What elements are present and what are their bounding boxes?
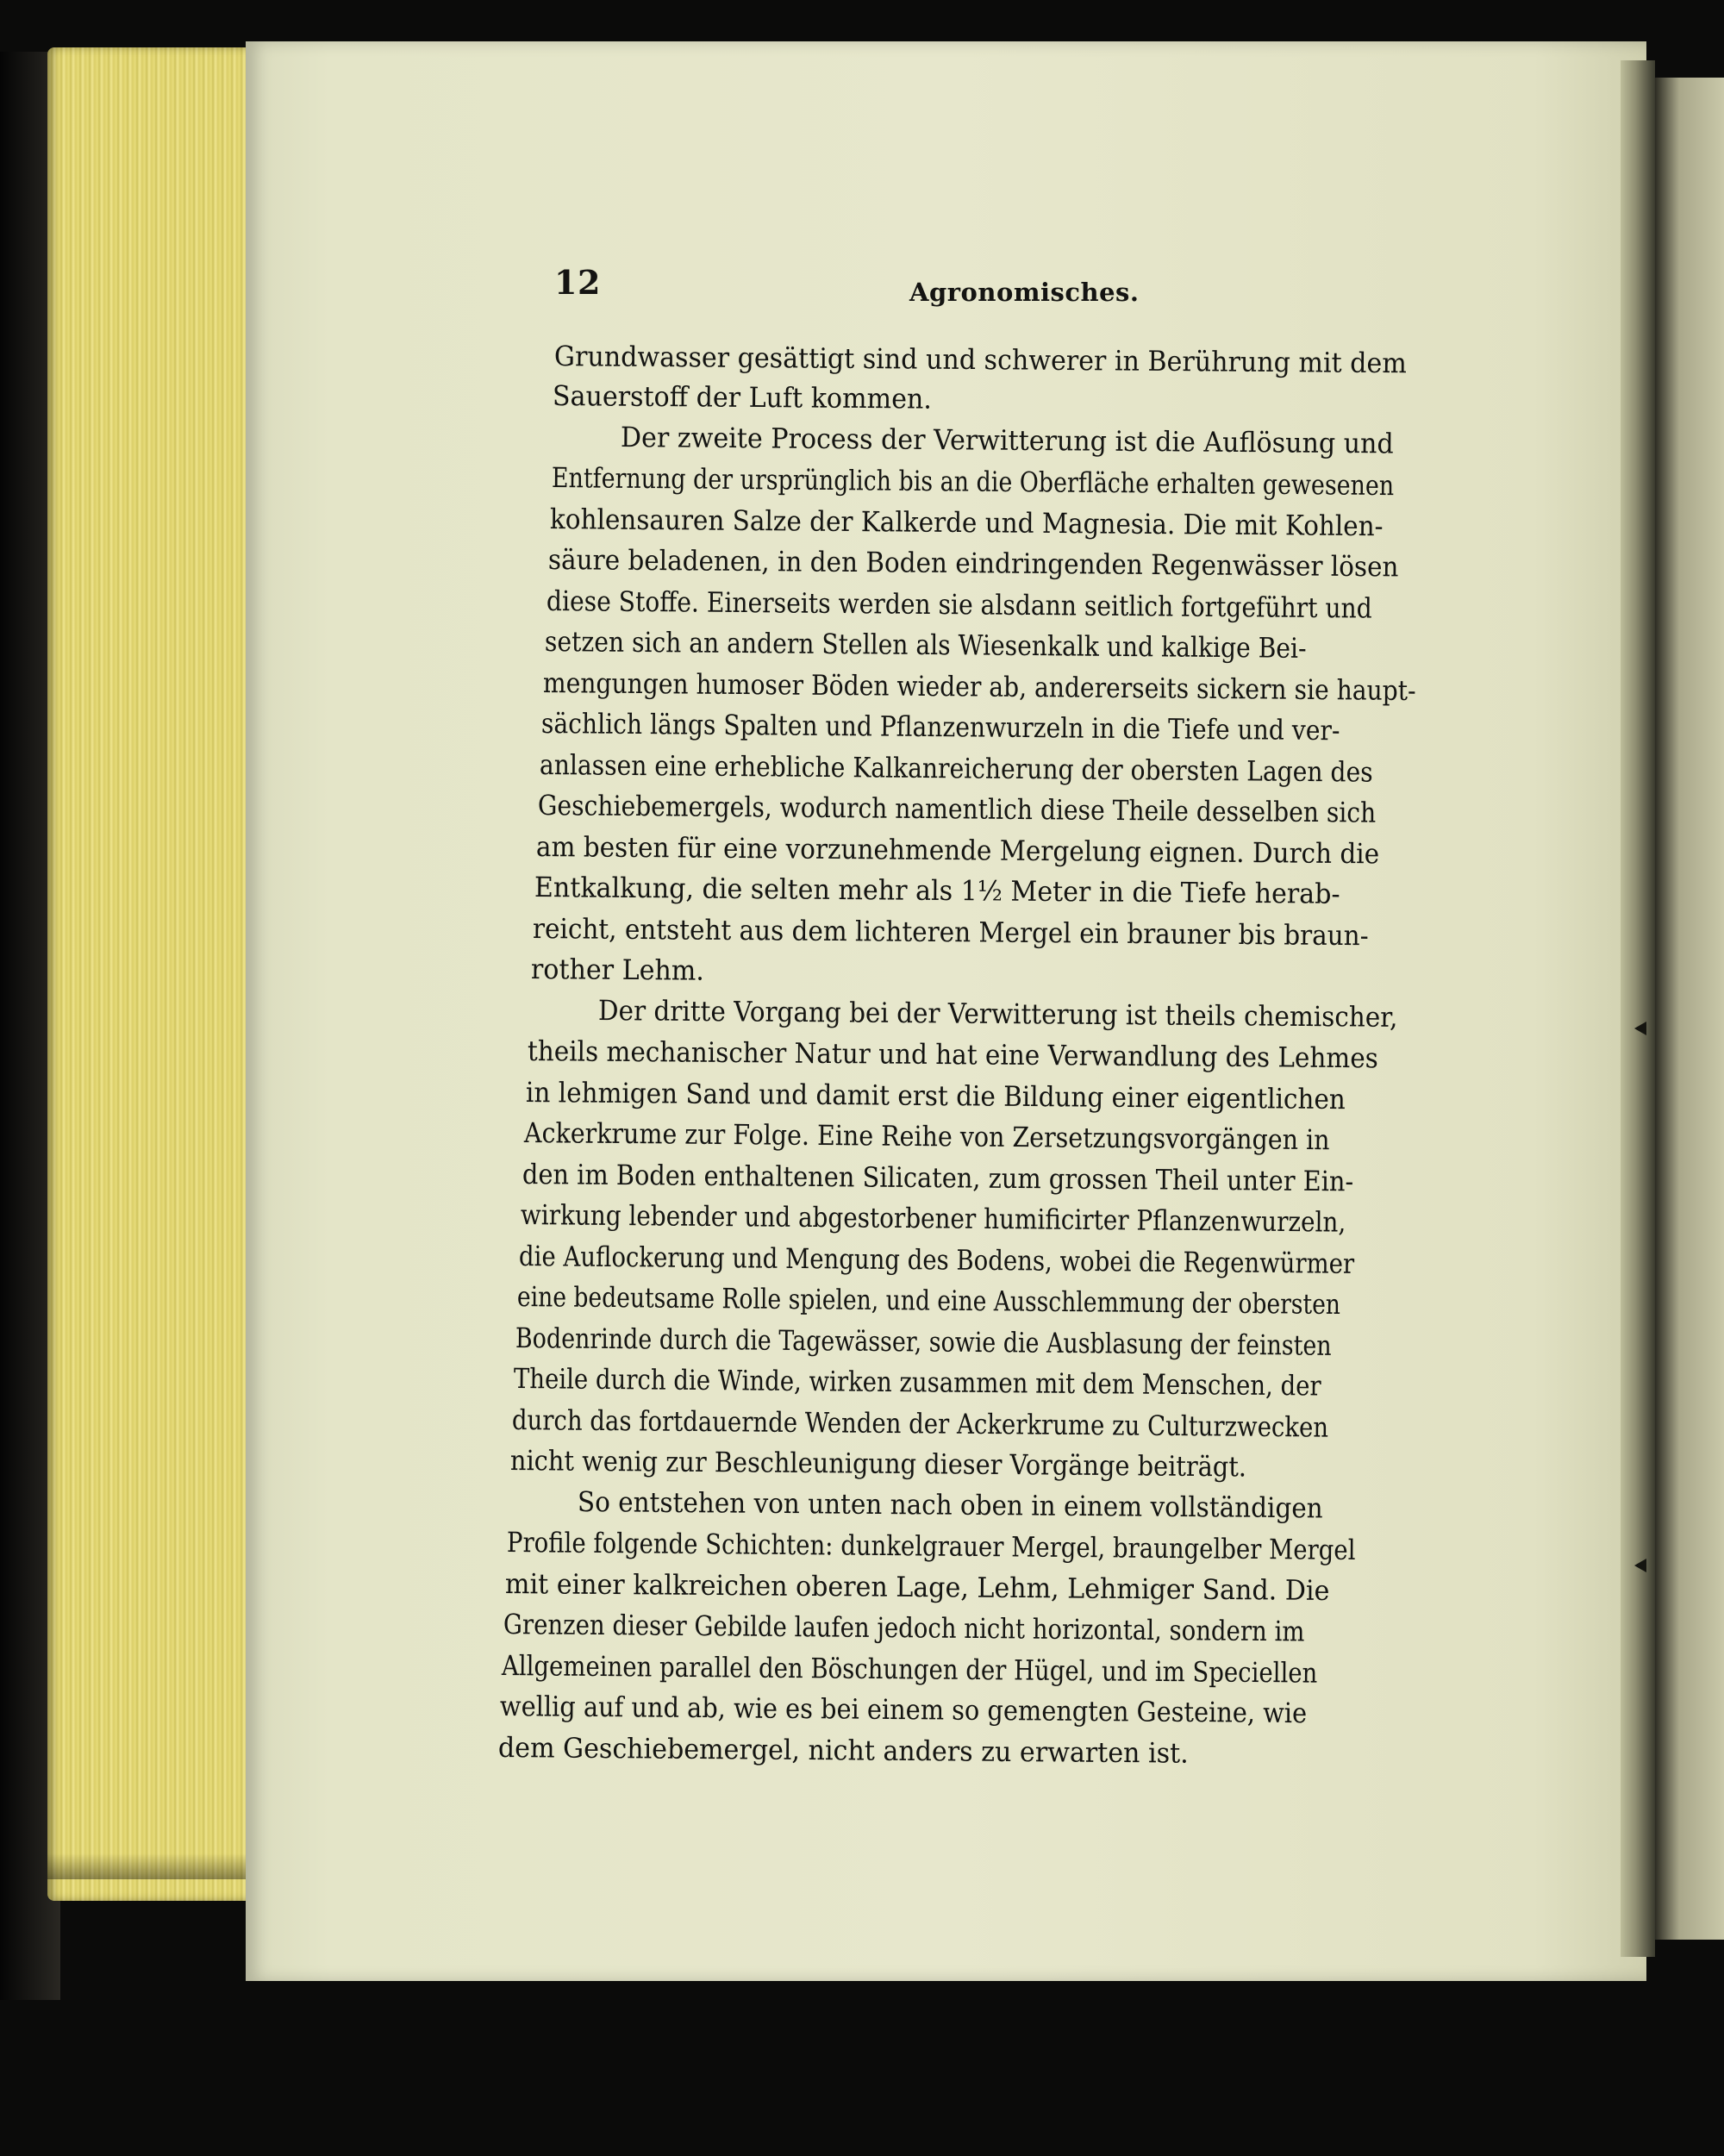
text-line: den im Boden enthaltenen Silicaten, zum grossen Theil unter Ein- bbox=[522, 1158, 1354, 1198]
text-line: Entfernung der ursprünglich bis an die Oberfläche erhalten gewesenen bbox=[551, 461, 1395, 503]
text-line: mengungen humoser Böden wieder ab, andererseits sickern sie haupt- bbox=[542, 666, 1416, 708]
text-line: Der dritte Vorgang bei der Verwitterung ist theils chemischer, bbox=[597, 994, 1398, 1034]
text-line: anlassen eine erhebliche Kalkanreicherung der obersten Lagen des bbox=[539, 748, 1373, 789]
text-line: die Auflockerung und Mengung des Bodens, wobei die Regenwürmer bbox=[518, 1240, 1355, 1280]
text-line: durch das fortdauernde Wenden der Ackerkrume zu Culturzwecken bbox=[511, 1403, 1329, 1444]
text-line: eine bedeutsame Rolle spielen, und eine Ausschlemmung der obersten bbox=[516, 1280, 1341, 1322]
text-line: wellig auf und ab, wie es bei einem so gemengten Gesteine, wie bbox=[499, 1690, 1308, 1730]
text-line: Bodenrinde durch die Tagewässer, sowie die Ausblasung der feinsten bbox=[515, 1322, 1332, 1362]
text-line: Allgemeinen parallel den Böschungen der Hügel, und im Speciellen bbox=[501, 1649, 1318, 1690]
text-line: wirkung lebender und abgestorbener humificirter Pflanzenwurzeln, bbox=[520, 1198, 1346, 1239]
text-line: Geschiebemergels, wodurch namentlich diese Theile desselben sich bbox=[537, 789, 1377, 829]
text-line: setzen sich an andern Stellen als Wiesenkalk und kalkige Bei- bbox=[544, 625, 1307, 665]
text-line: kohlensauren Salze der Kalkerde und Magnesia. Die mit Kohlen- bbox=[549, 503, 1384, 543]
text-line: Grenzen dieser Gebilde laufen jedoch nicht horizontal, sondern im bbox=[503, 1608, 1305, 1648]
text-line: diese Stoffe. Einerseits werden sie alsdann seitlich fortgeführt und bbox=[546, 584, 1372, 625]
text-line: theils mechanischer Natur und hat eine Verwandlung des Lehmes bbox=[527, 1034, 1378, 1075]
text-line: Grundwasser gesättigt sind und schwerer in Berührung mit dem bbox=[553, 340, 1407, 380]
running-title: Agronomisches. bbox=[909, 278, 1140, 307]
text-line: Entkalkung, die selten mehr als 1½ Meter in die Tiefe herab- bbox=[534, 871, 1340, 910]
text-line: sächlich längs Spalten und Pflanzenwurzeln in die Tiefe und ver- bbox=[540, 707, 1340, 747]
text-line: in lehmigen Sand und damit erst die Bildung einer eigentlichen bbox=[525, 1076, 1346, 1116]
text-line: So entstehen von unten nach oben in einem vollständigen bbox=[577, 1485, 1323, 1525]
text-line: Ackerkrume zur Folge. Eine Reihe von Zersetzungsvorgängen in bbox=[523, 1116, 1330, 1157]
page-number: 12 bbox=[554, 263, 601, 302]
text-line: Theile durch die Winde, wirken zusammen mit dem Menschen, der bbox=[513, 1362, 1321, 1403]
text-line: reicht, entsteht aus dem lichteren Mergel ein brauner bis braun- bbox=[532, 912, 1369, 953]
text-line: Sauerstoff der Luft kommen. bbox=[552, 379, 933, 416]
text-line: säure beladenen, in den Boden eindringenden Regenwässer lösen bbox=[547, 543, 1399, 584]
text-line: am besten für eine vorzunehmende Mergelung eignen. Durch die bbox=[535, 830, 1380, 871]
text-line: rother Lehm. bbox=[530, 953, 705, 987]
text-line: dem Geschiebemergel, nicht anders zu erwarten ist. bbox=[497, 1731, 1189, 1770]
text-line: Profile folgende Schichten: dunkelgrauer Mergel, braungelber Mergel bbox=[506, 1526, 1356, 1566]
text-line: Der zweite Process der Verwitterung ist die Auflösung und bbox=[620, 421, 1394, 460]
text-line: mit einer kalkreichen oberen Lage, Lehm, Lehmiger Sand. Die bbox=[504, 1567, 1330, 1607]
text-line: nicht wenig zur Beschleunigung dieser Vorgänge beiträgt. bbox=[509, 1444, 1247, 1484]
